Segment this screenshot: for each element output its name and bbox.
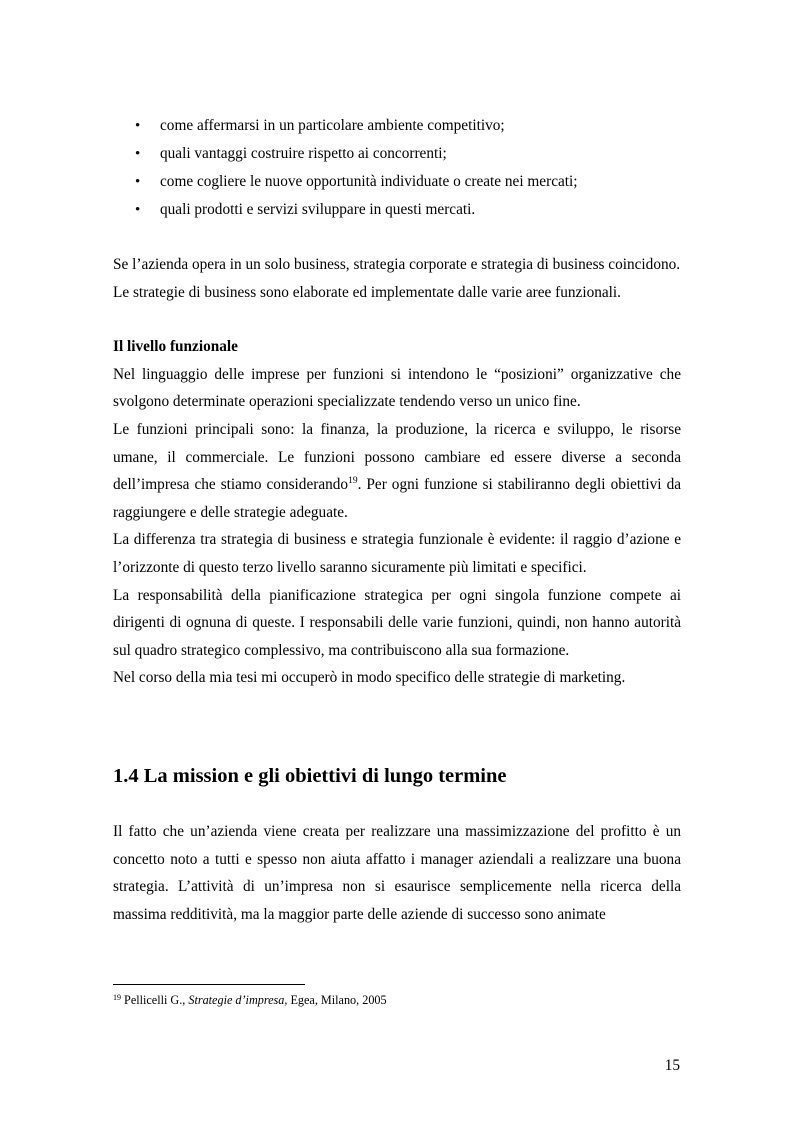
footnote-publisher: , Egea, Milano, 2005 xyxy=(284,993,387,1007)
bullet-list xyxy=(113,112,681,224)
paragraph: Nel corso della mia tesi mi occuperò in modo specifico delle strategie di marketing. xyxy=(113,669,626,687)
paragraph: La responsabilità della pianificazione strategica per ogni singola funzione compete ai dirigenti di ognuna di queste. I responsabili delle varie funzioni, quindi, non hanno autorità sul quadro strategico complessivo, ma contribuiscono alla sua formazione. xyxy=(113,586,681,659)
paragraph: Il fatto che un’azienda viene creata per realizzare una massimizzazione del profitto è un concetto noto a tutti e spesso non aiuta affatto i manager aziendali a realizzare una buona strategia. L’attività di un’impresa non si esaurisce semplicemente nella ricerca della massima redditività, ma la maggior parte delle aziende di successo sono animate xyxy=(113,822,681,923)
bullet-item: • quali vantaggi costruire rispetto ai concorrenti; xyxy=(113,140,681,168)
footnote-title: Strategie d’impresa xyxy=(188,993,285,1007)
paragraph: Le strategie di business sono elaborate ed implementate dalle varie aree funzionali. xyxy=(113,283,621,301)
footnote-divider xyxy=(113,984,305,985)
page-body xyxy=(113,112,681,928)
footnote-number: 19 xyxy=(113,993,121,1002)
page-number: 15 xyxy=(664,1057,680,1074)
bullet-item: • come cogliere le nuove opportunità individuate o create nei mercati; xyxy=(113,168,681,196)
section-title: 1.4 La mission e gli obiettivi di lungo termine xyxy=(113,764,507,787)
paragraph xyxy=(113,416,681,526)
footnote-reference: 19 xyxy=(348,476,358,487)
paragraph: La differenza tra strategia di business e strategia funzionale è evidente: il raggio d’azione e l’orizzonte di questo terzo livello saranno sicuramente più limitati e specifici. xyxy=(113,531,681,576)
paragraph-text: Le funzioni principali sono: la finanza, la produzione, la ricerca e sviluppo, le risorse umane, il commerciale. Le funzioni possono cambiare ed essere diverse a seconda dell’impresa che stiamo considerando xyxy=(113,420,681,494)
paragraph: Se l’azienda opera in un solo business, strategia corporate e strategia di business coincidono. xyxy=(113,256,681,273)
footnote xyxy=(113,992,387,1008)
bullet-item: • quali prodotti e servizi sviluppare in questi mercati. xyxy=(113,196,681,224)
paragraph-text: . Per ogni funzione si stabiliranno degli obiettivi da raggiungere e delle strategie adeguate. xyxy=(113,476,682,521)
bullet-item: • come affermarsi in un particolare ambiente competitivo; xyxy=(113,112,681,140)
paragraph: Nel linguaggio delle imprese per funzioni si intendono le “posizioni” organizzative che svolgono determinate operazioni specializzate tendendo verso un unico fine. xyxy=(113,365,681,411)
subheading: Il livello funzionale xyxy=(113,338,238,356)
footnote-author: Pellicelli G., xyxy=(121,993,189,1007)
